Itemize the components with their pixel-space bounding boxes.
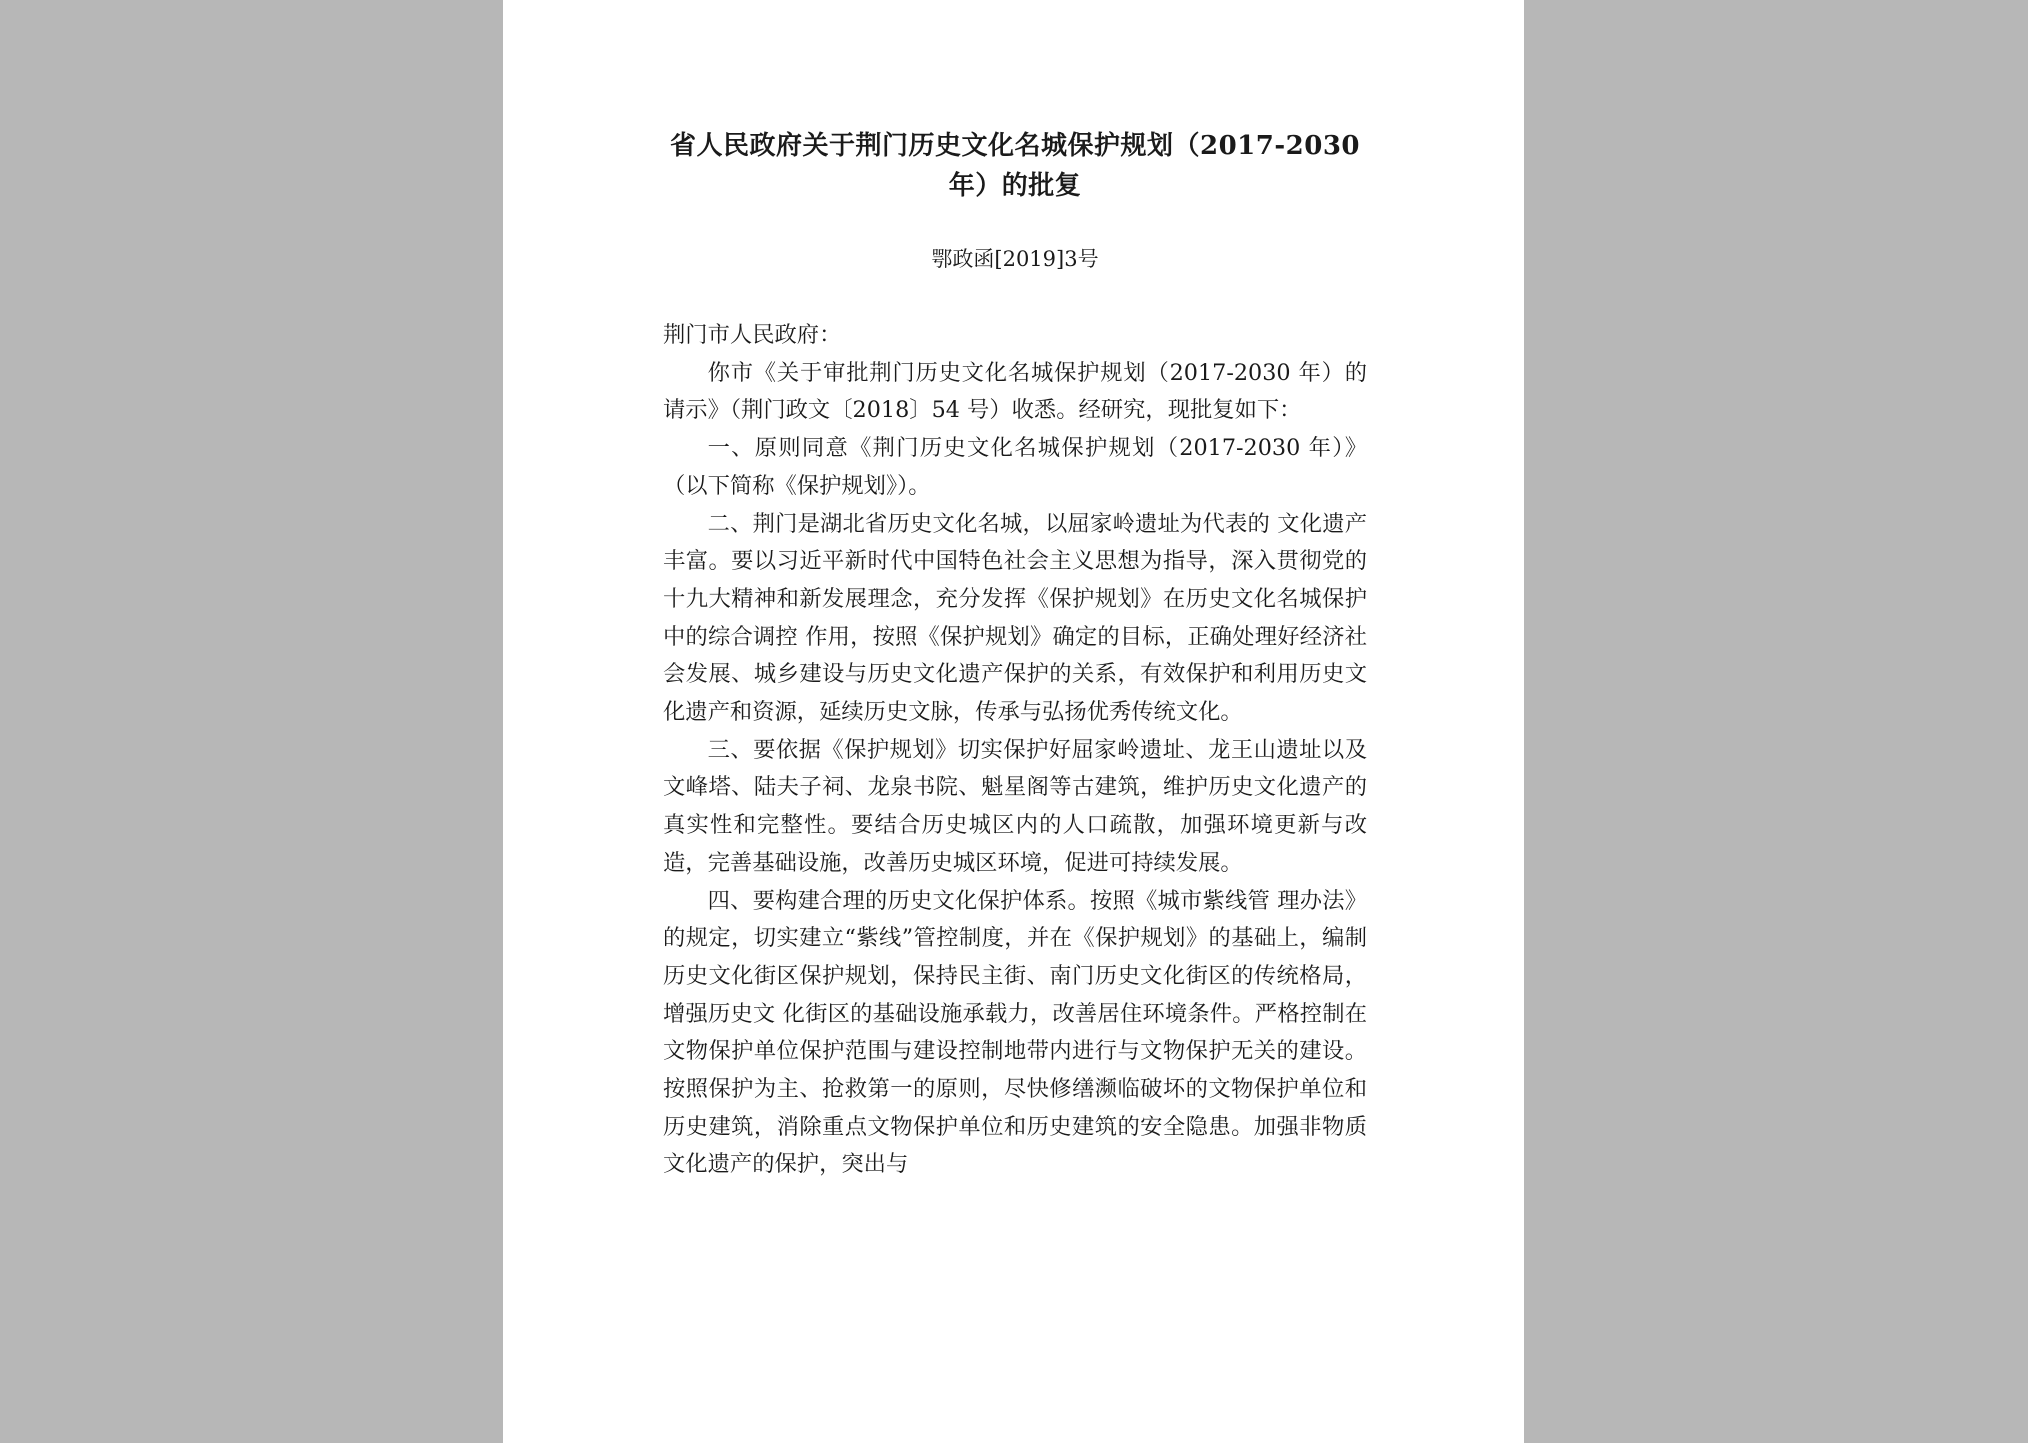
- document-title: 省人民政府关于荆门历史文化名城保护规划（2017-2030年）的批复: [669, 131, 1361, 201]
- document-page: [503, 0, 1524, 1443]
- paragraph: 四、要构建合理的历史文化保护体系。按照《城市紫线管 理办法》的规定，切实建立“紫线”管控制度，并在《保护规划》的基础上，编制历史文化街区保护规划，保持民主街、南门历史文化街区的传统格局，增强历史文 化街区的基础设施承载力，改善居住环境条件。严格控制在文物保护单位保护范围与建设控制地带内进行与文物保护无关的建设。按照保护为主、抢救第一的原则，尽快修缮濒临破坏的文物保护单位和历史建筑，消除重点文物保护单位和历史建筑的安全隐患。加强非物质文化遗产的保护，突出与: [663, 887, 1367, 1178]
- paragraph: 二、荆门是湖北省历史文化名城，以屈家岭遗址为代表的 文化遗产丰富。要以习近平新时代中国特色社会主义思想为指导，深入贯彻党的十九大精神和新发展理念，充分发挥《保护规划》在历史文化名城保护中的综合调控 作用，按照《保护规划》确定的目标，正确处理好经济社会发展、城乡建设与历史文化遗产保护的关系，有效保护和利用历史文化遗产和资源，延续历史文脉，传承与弘扬优秀传统文化。: [663, 510, 1367, 726]
- document-body: [663, 317, 1367, 1184]
- paragraph: 三、要依据《保护规划》切实保护好屈家岭遗址、龙王山遗址以及文峰塔、陆夫子祠、龙泉书院、魁星阁等古建筑，维护历史文化遗产的真实性和完整性。要结合历史城区内的人口疏散，加强环境更新与改造，完善基础设施，改善历史城区环境，促进可持续发展。: [663, 736, 1367, 876]
- paragraph: 你市《关于审批荆门历史文化名城保护规划（2017-2030 年）的请示》（荆门政文〔2018〕54 号）收悉。经研究，现批复如下：: [663, 359, 1367, 424]
- paragraph: 一、原则同意《荆门历史文化名城保护规划（2017-2030 年）》（以下简称《保护规划》）。: [663, 435, 1367, 499]
- document-number: 鄂政函[2019]3号: [931, 247, 1099, 271]
- addressee: 荆门市人民政府：: [663, 322, 842, 348]
